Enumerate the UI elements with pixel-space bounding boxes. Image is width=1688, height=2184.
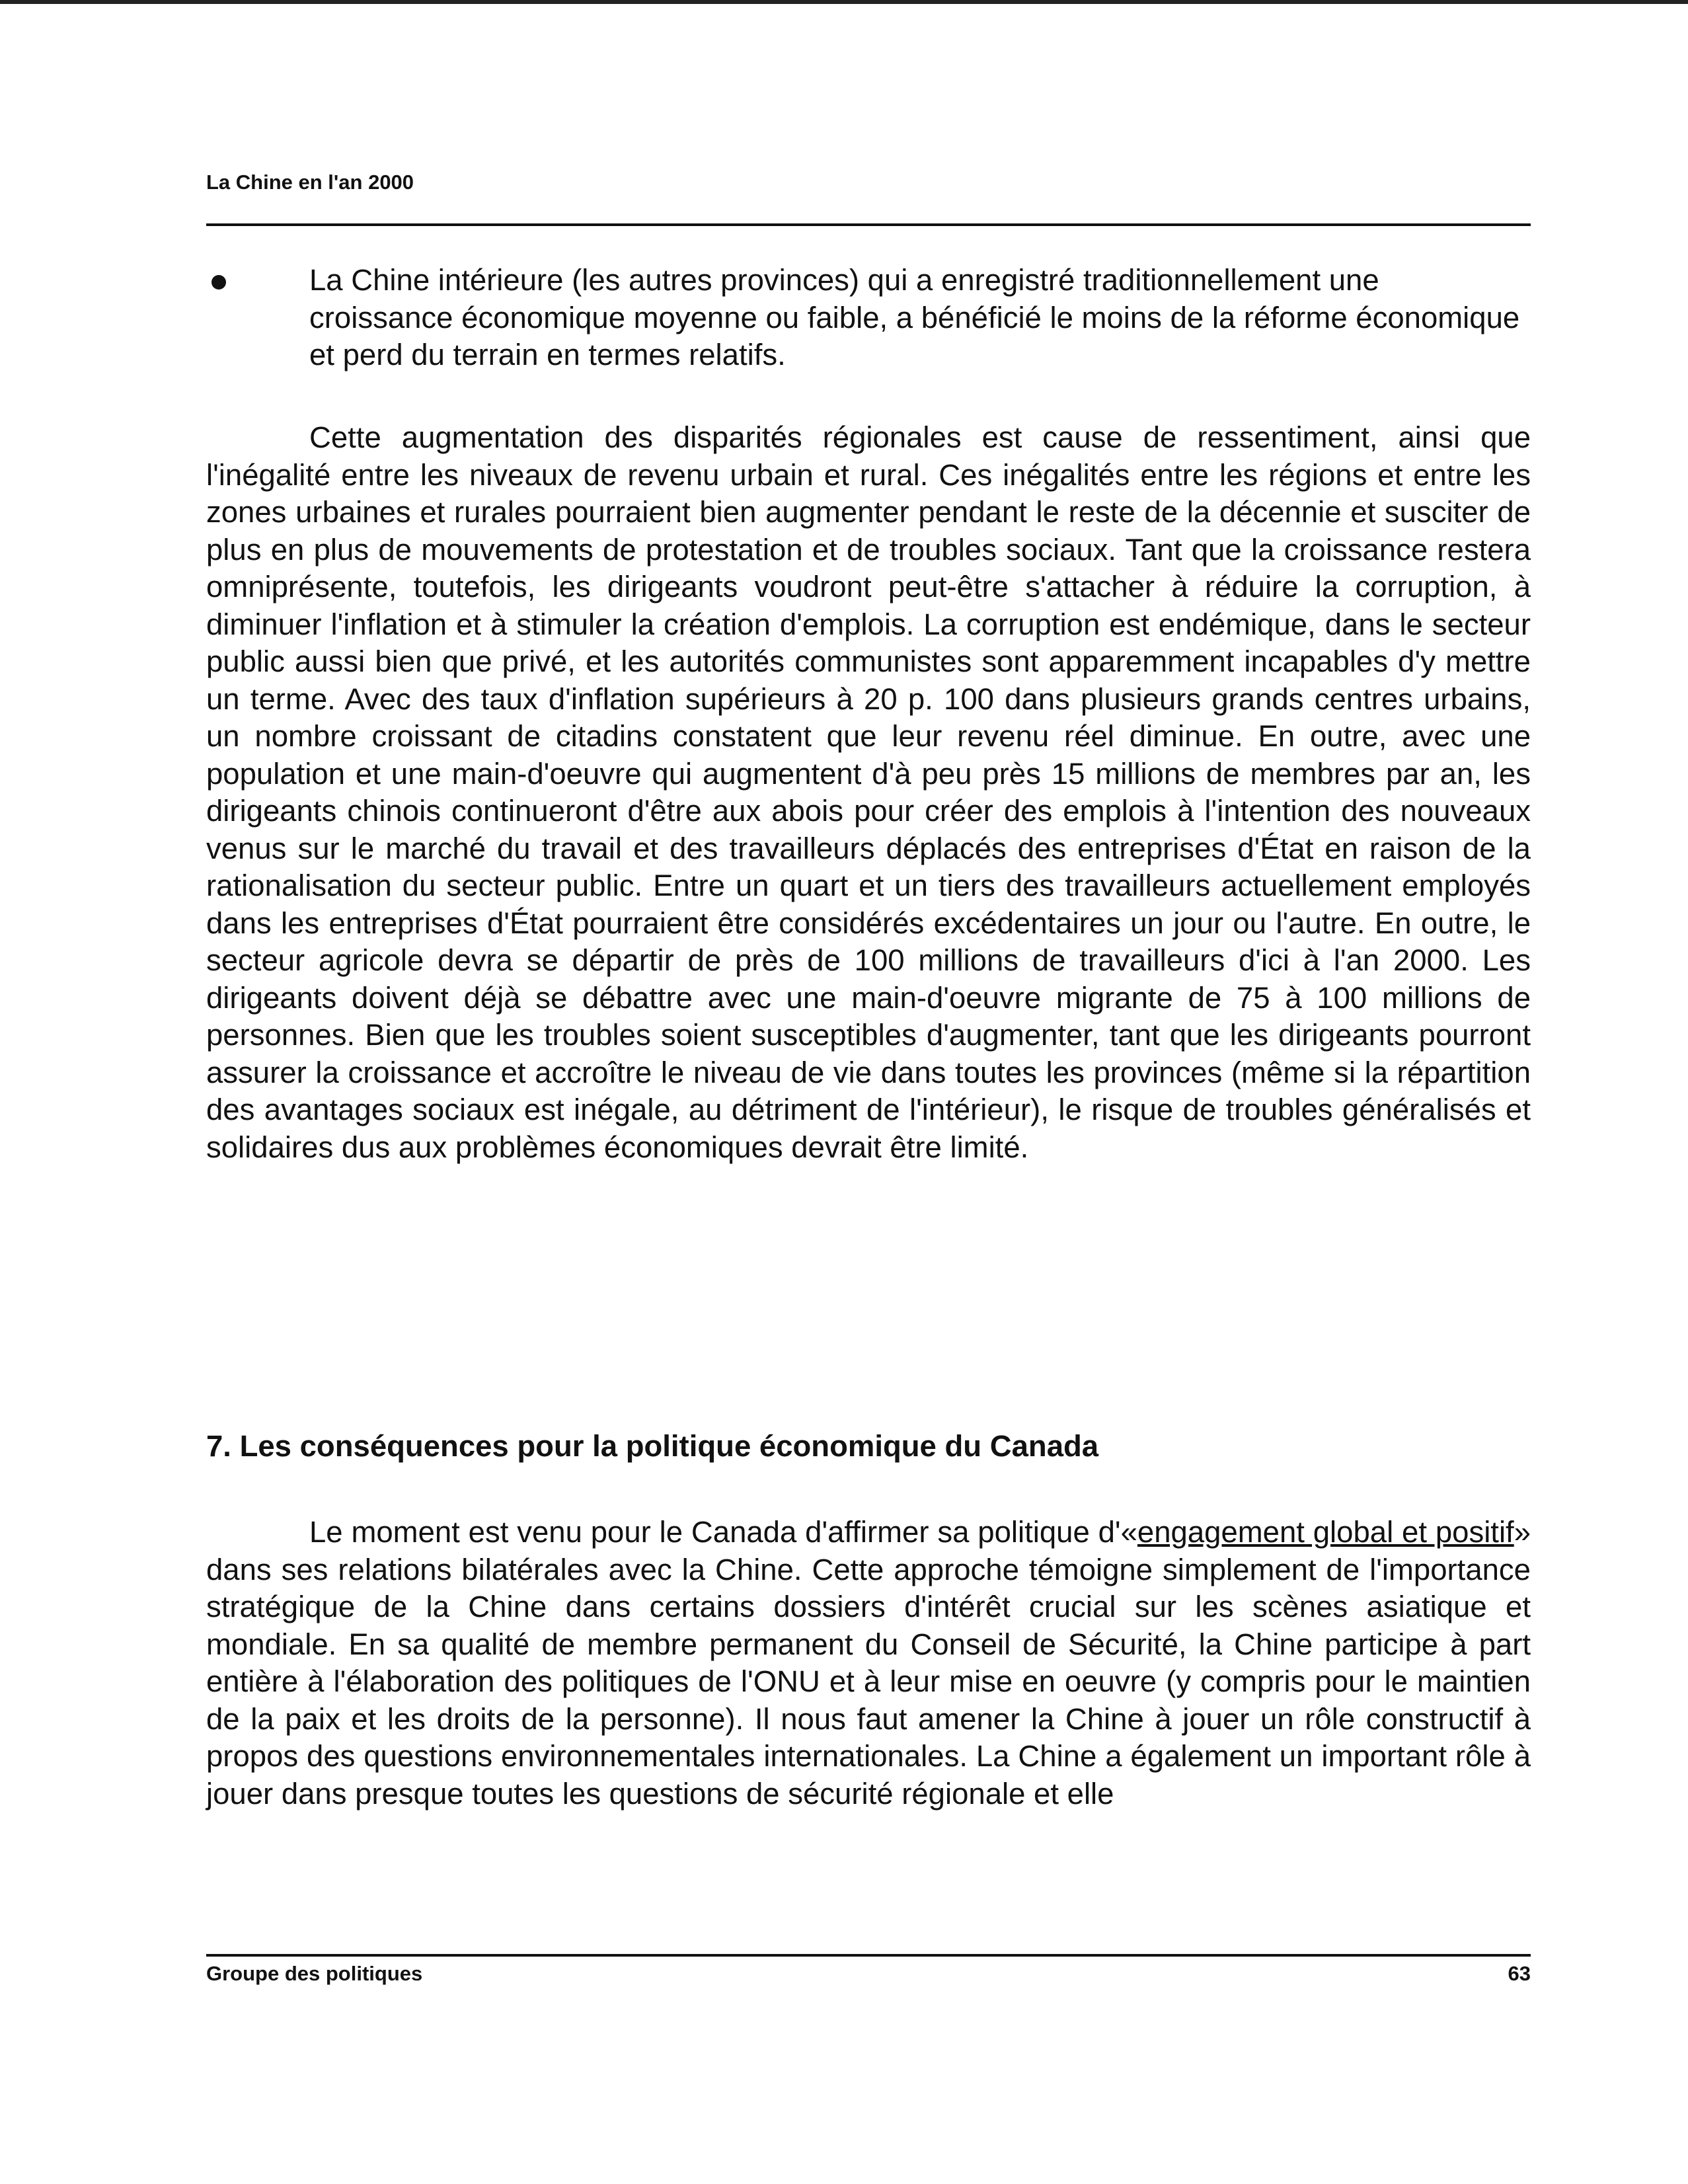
bullet-text: La Chine intérieure (les autres provinces) qui a enregistré traditionnellement une croissance économique moyenne ou faible, a bénéficié le moins de la réforme économique et perd du terrain en termes relatifs. <box>309 263 1520 371</box>
body-paragraph-canada-policy <box>206 1514 1531 1813</box>
page-number: 63 <box>1508 1962 1531 1985</box>
header-rule <box>206 223 1531 226</box>
running-header: La Chine en l'an 2000 <box>206 171 414 194</box>
bullet-icon <box>211 275 226 290</box>
paragraph-rest-text: » dans ses relations bilatérales avec la Chine. Cette approche témoigne simplement de l'importance stratégique de la Chine dans certains dossiers d'intérêt crucial sur les scènes asiatique et mondiale. En sa qualité de membre permanent du Conseil de Sécurité, la Chine participe à part entière à l'élaboration des politiques de l'ONU et à leur mise en oeuvre (y compris pour le maintien de la paix et les droits de la personne). Il nous faut amener la Chine à jouer un rôle constructif à propos des questions environnementales internationales. La Chine a également un important rôle à jouer dans presque toutes les questions de sécurité régionale et elle <box>206 1515 1531 1811</box>
footer-organization: Groupe des politiques <box>206 1962 423 1985</box>
top-border-line <box>0 0 1688 4</box>
underlined-policy-term: engagement global et positif <box>1137 1515 1514 1549</box>
body-paragraph-disparities: Cette augmentation des disparités régionales est cause de ressentiment, ainsi que l'inégalité entre les niveaux de revenu urbain et rural. Ces inégalités entre les régions et entre les zones urbaines et rurales pourraient bien augmenter pendant le reste de la décennie et susciter de plus en plus de mouvements de protestation et de troubles sociaux. Tant que la croissance restera omniprésente, toutefois, les dirigeants voudront peut-être s'attacher à réduire la corruption, à diminuer l'inflation et à stimuler la création d'emplois. La corruption est endémique, dans le secteur public aussi bien que privé, et les autorités communistes sont apparemment incapables d'y mettre un terme. Avec des taux d'inflation supérieurs à 20 p. 100 dans plusieurs grands centres urbains, un nombre croissant de citadins constatent que leur revenu réel diminue. En outre, avec une population et une main-d'oeuvre qui augmentent d'à peu près 15 millions de membres par an, les dirigeants chinois continueront d'être aux abois pour créer des emplois à l'intention des nouveaux venus sur le marché du travail et des travailleurs déplacés des entreprises d'État en raison de la rationalisation du secteur public. Entre un quart et un tiers des travailleurs actuellement employés dans les entreprises d'État pourraient être considérés excédentaires un jour ou l'autre. En outre, le secteur agricole devra se départir de près de 100 millions de travailleurs d'ici à l'an 2000. Les dirigeants doivent déjà se débattre avec une main-d'oeuvre migrante de 75 à 100 millions de personnes. Bien que les troubles soient susceptibles d'augmenter, tant que les dirigeants pourront assurer la croissance et accroître le niveau de vie dans toutes les provinces (même si la répartition des avantages sociaux est inégale, au détriment de l'intérieur), le risque de troubles généralisés et solidaires dus aux problèmes économiques devrait être limité. <box>206 420 1531 1164</box>
section-heading: 7. Les conséquences pour la politique économique du Canada <box>206 1429 1099 1463</box>
paragraph-lead-text: Le moment est venu pour le Canada d'affirmer sa politique d'« <box>309 1515 1137 1549</box>
footer-rule <box>206 1954 1531 1957</box>
